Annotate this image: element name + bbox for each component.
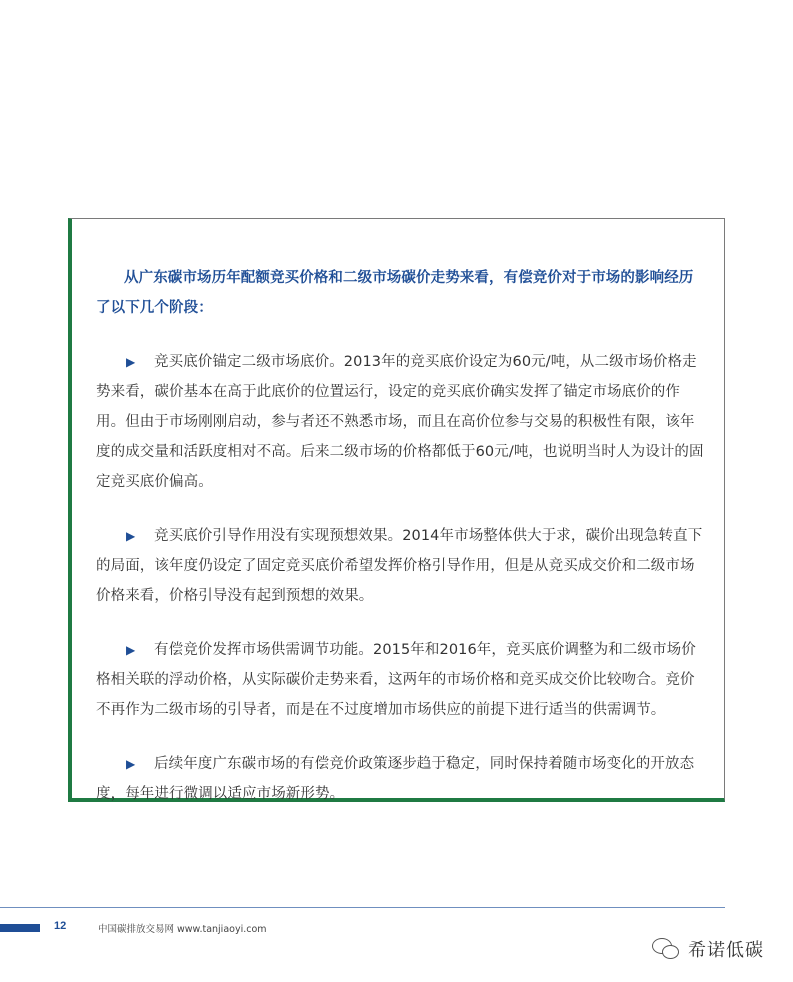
bullet-icon: ▶ [126,529,136,543]
paragraph-4 [96,749,706,809]
bullet-icon: ▶ [126,757,136,771]
paragraph-1 [96,347,706,497]
paragraph-text: 后续年度广东碳市场的有偿竞价政策逐步趋于稳定，同时保持着随市场变化的开放态度，每年进行微调以适应市场新形势。 [96,756,695,802]
wechat-icon [652,938,680,960]
paragraph-text: 有偿竞价发挥市场供需调节功能。2015年和2016年，竞买底价调整为和二级市场价格相关联的浮动价格，从实际碳价走势来看，这两年的市场价格和竞买成交价比较吻合。竞价不再作为二级市场的引导者，而是在不过度增加市场供应的前提下进行适当的供需调节。 [96,642,696,718]
paragraph-text: 竞买底价引导作用没有实现预想效果。2014年市场整体供大于求，碳价出现急转直下的局面，该年度仍设定了固定竞买底价希望发挥价格引导作用，但是从竞买成交价和二级市场价格来看，价格引导没有起到预想的效果。 [96,528,703,604]
watermark [652,936,764,962]
intro-text: 从广东碳市场历年配额竞买价格和二级市场碳价走势来看，有偿竞价对于市场的影响经历了以下几个阶段： [96,270,694,316]
paragraph-text: 竞买底价锚定二级市场底价。2013年的竞买底价设定为60元/吨，从二级市场价格走势来看，碳价基本在高于此底价的位置运行，设定的竞买底价确实发挥了锚定市场底价的作用。但由于市场刚刚启动，参与者还不熟悉市场，而且在高价位参与交易的积极性有限，该年度的成交量和活跃度相对不高。后来二级市场的价格都低于60元/吨，也说明当时人为设计的固定竞买底价偏高。 [96,354,704,490]
bullet-icon: ▶ [126,643,136,657]
paragraph-3 [96,635,706,725]
footer-source: 中国碳排放交易网 www.tanjiaoyi.com [98,924,267,935]
watermark-text: 希诺低碳 [688,940,764,961]
content-box [68,218,725,802]
paragraph-2 [96,521,706,611]
footer-divider [0,907,725,908]
page-number: 12 [54,920,67,932]
content-body [96,263,706,809]
bullet-icon: ▶ [126,355,136,369]
footer-accent-bar [0,924,40,932]
